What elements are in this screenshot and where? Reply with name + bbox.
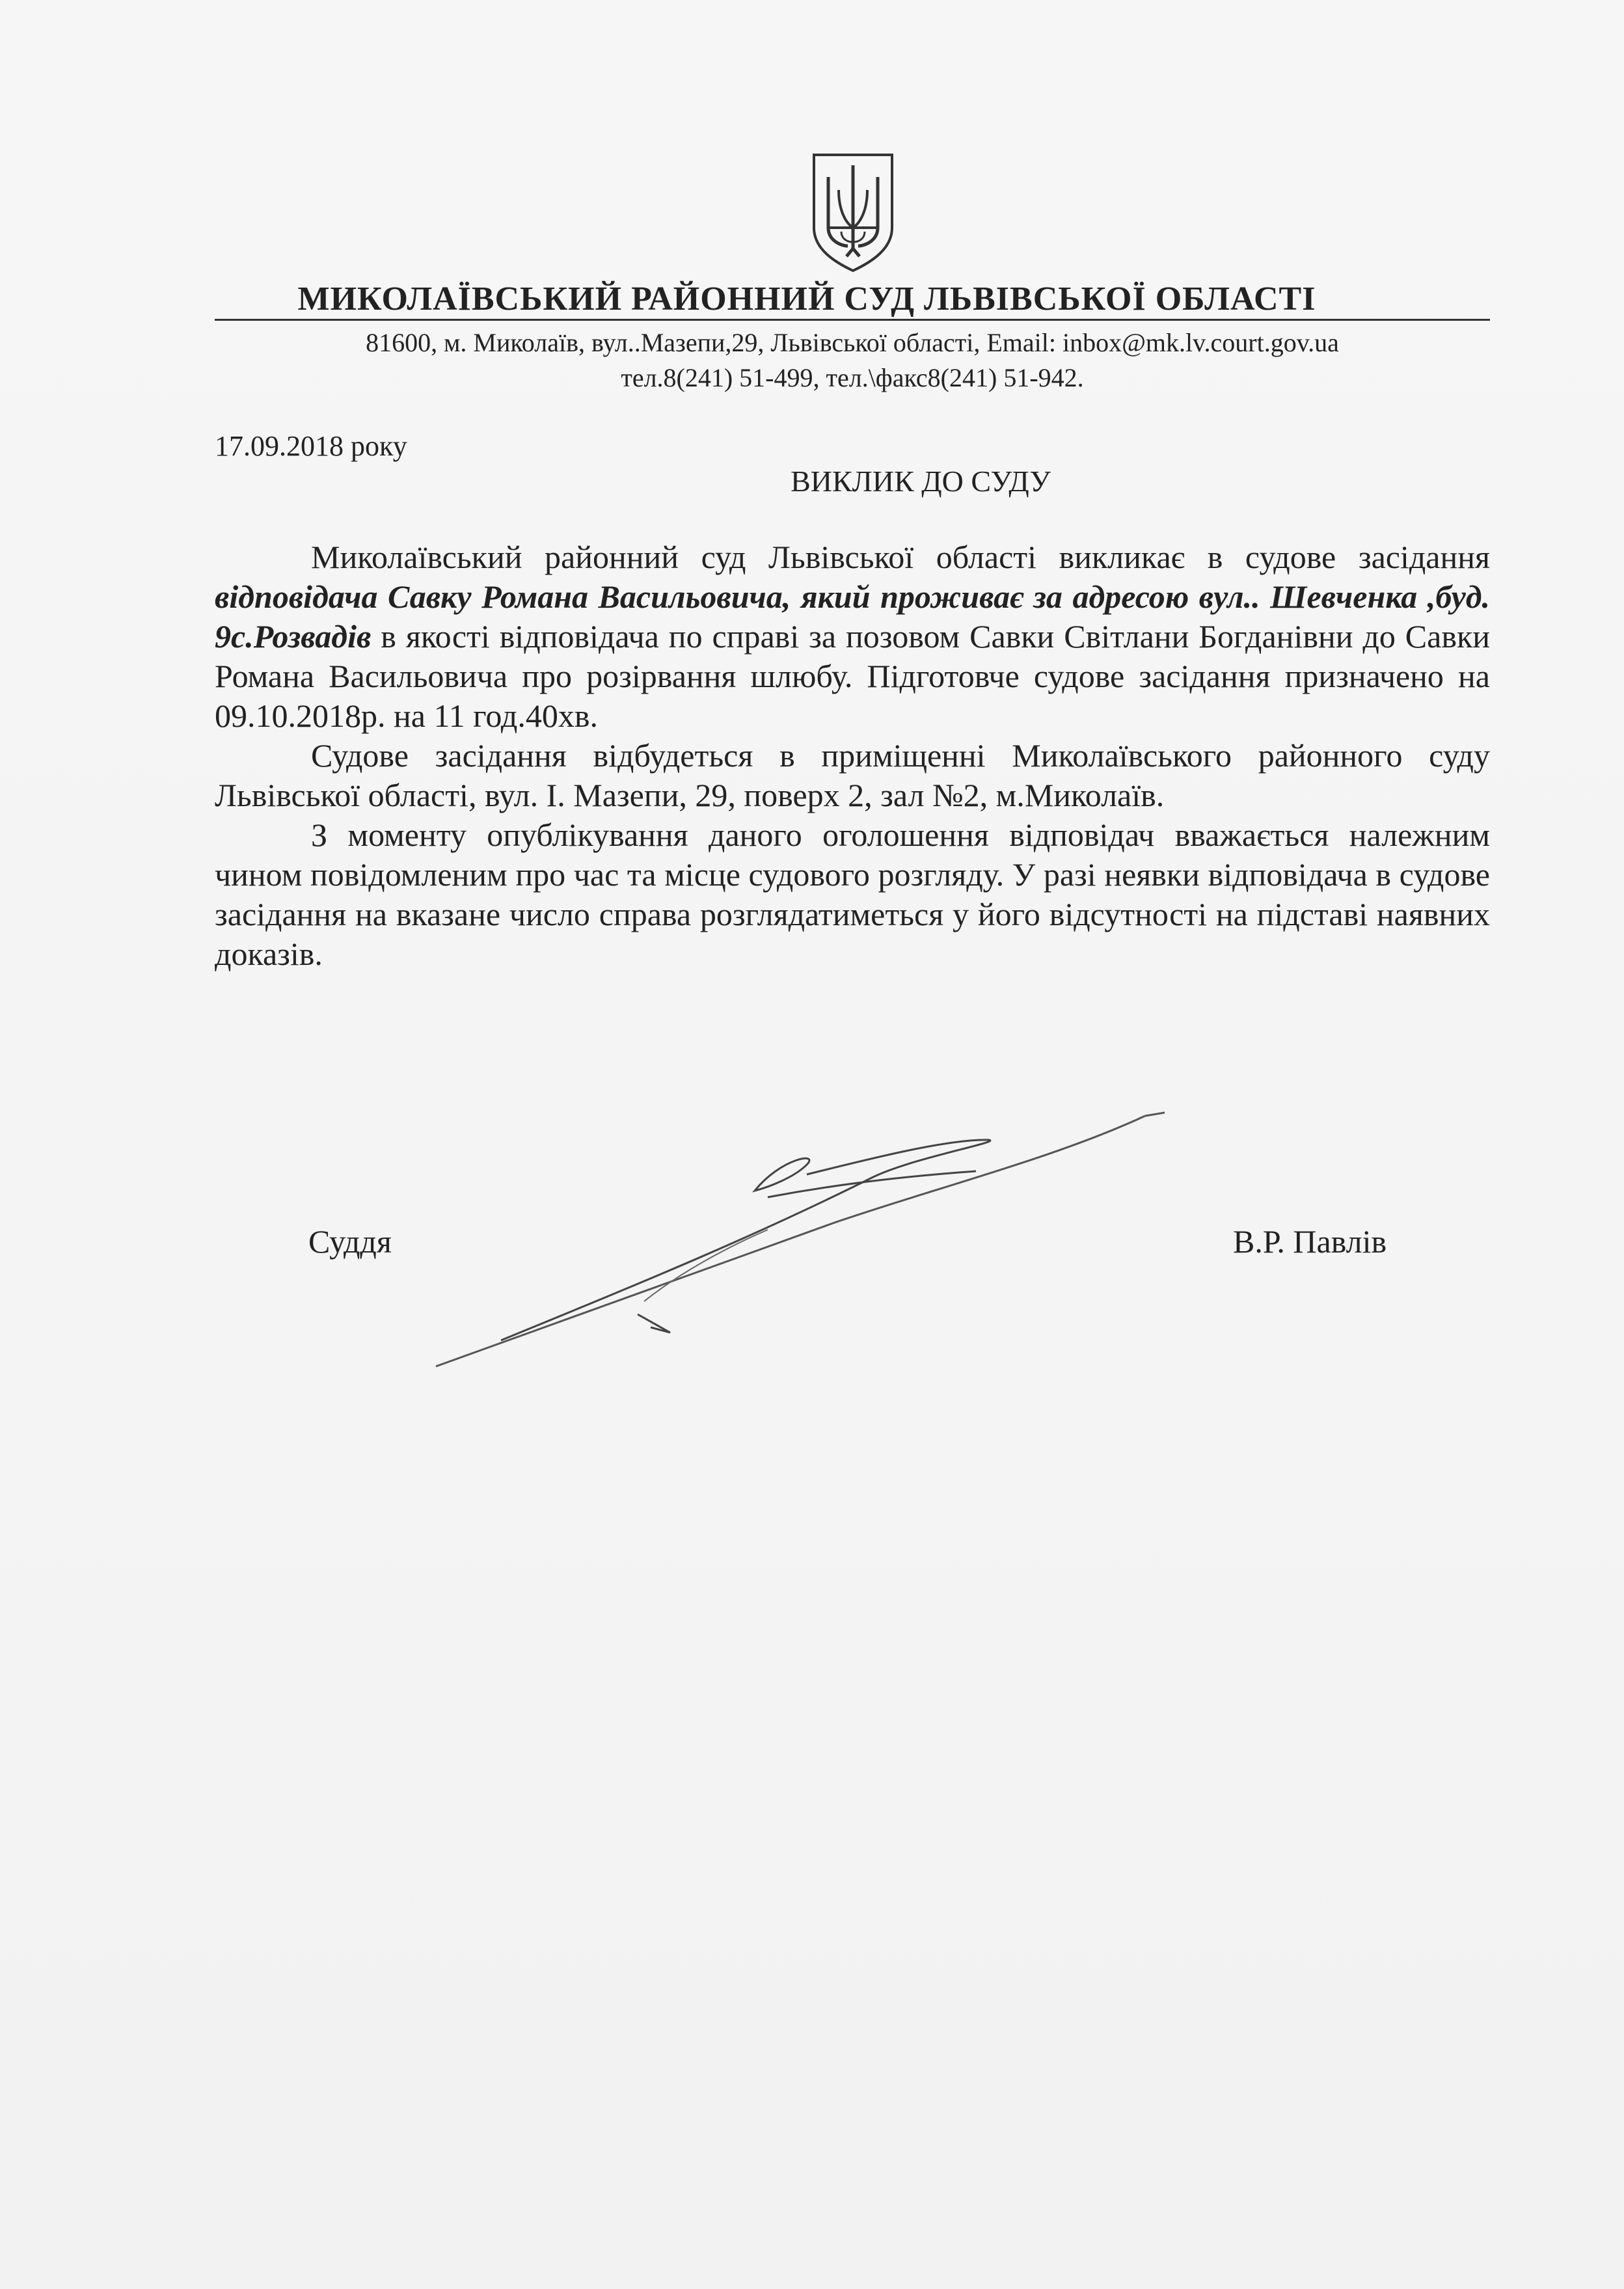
defendant-details: відповідача Савку Романа Васильовича, який проживає за адресою вул.. Шевченка ,буд. 9с.Розвадів xyxy=(215,578,1490,655)
document-title: ВИКЛИК ДО СУДУ xyxy=(791,465,1051,498)
phone-line: тел.8(241) 51-499, тел.\факс8(241) 51-942. xyxy=(621,363,1084,392)
paragraph-summons-part1: Миколаївський районний суд Львівської області викликає в судове засідання xyxy=(311,539,1490,575)
paragraph-notice: З моменту опублікування даного оголошення відповідач вважається належним чином повідомленим про час та місце судового розгляду. У разі неявки відповідача в судове засідання на вказане число справа розглядатиметься у його відсутності на підставі наявних доказів. xyxy=(215,817,1490,972)
paragraph-summons-part2: в якості відповідача по справі за позовом Савки Світлани Богданівни до Савки Романа Васильовича про розірвання шлюбу. Підготовче судове засідання призначено на 09.10.2018р. на 11 год.40хв. xyxy=(215,618,1490,734)
coat-of-arms-icon xyxy=(809,151,897,275)
document-date: 17.09.2018 року xyxy=(215,430,407,462)
handwritten-signature xyxy=(416,1080,1197,1392)
court-name: МИКОЛАЇВСЬКИЙ РАЙОННИЙ СУД ЛЬВІВСЬКОЇ ОБЛАСТІ xyxy=(297,280,1316,318)
paragraph-location: Судове засідання відбудеться в приміщенні Миколаївського районного суду Львівської області, вул. І. Мазепи, 29, поверх 2, зал №2, м.Миколаїв. xyxy=(215,737,1490,813)
paragraph-summons xyxy=(215,537,1490,736)
header-divider xyxy=(215,319,1490,321)
document-body xyxy=(215,537,1490,974)
address-line: 81600, м. Миколаїв, вул..Мазепи,29, Львівської області, Email: inbox@mk.lv.court.gov.ua xyxy=(366,328,1339,357)
signatory-role: Суддя xyxy=(308,1223,392,1260)
court-contacts xyxy=(215,325,1490,396)
signatory-name: В.Р. Павлів xyxy=(1233,1223,1387,1260)
